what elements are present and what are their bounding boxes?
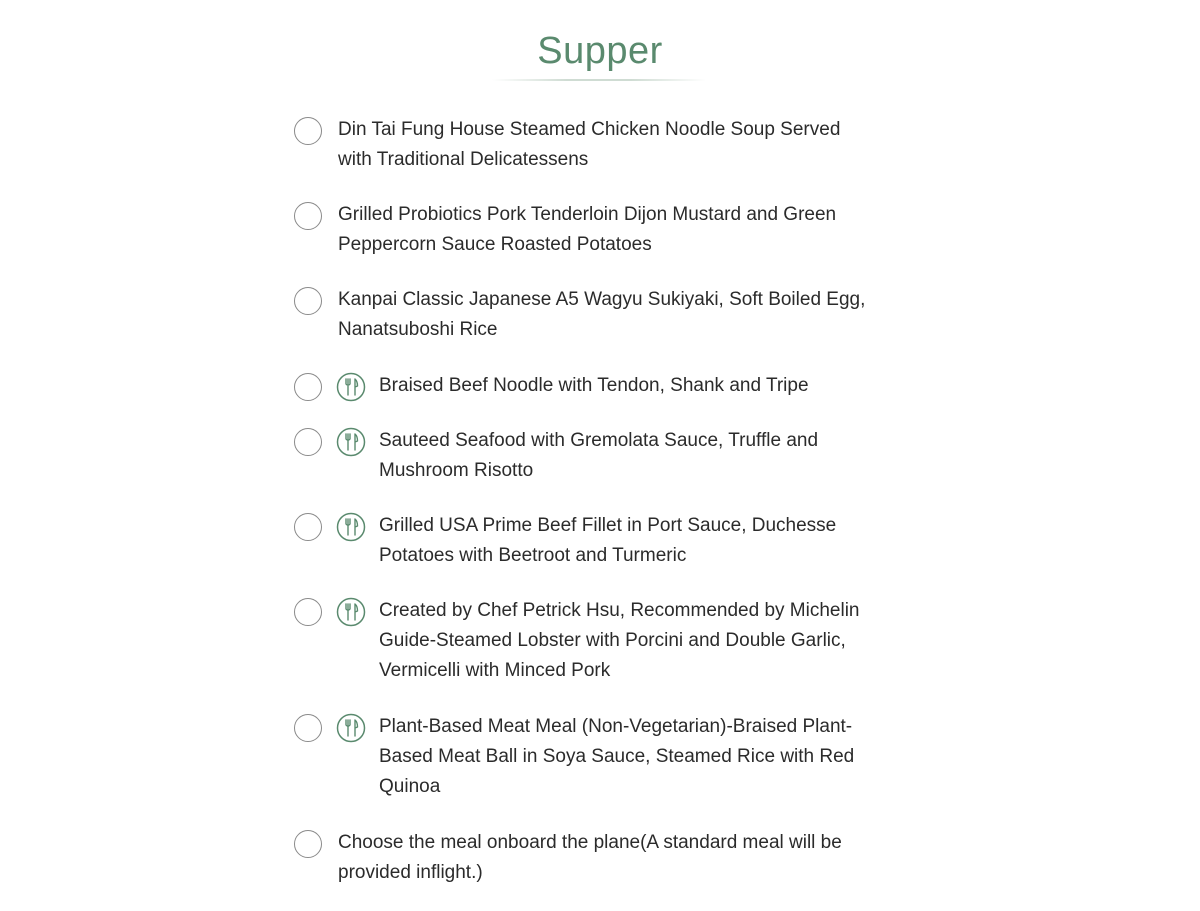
meal-option-label: Plant-Based Meat Meal (Non-Vegetarian)-Braised Plant-Based Meat Ball in Soya Sauce, Steamed Rice with Red Quinoa [379, 716, 855, 797]
meal-option-label: Created by Chef Petrick Hsu, Recommended by Michelin Guide-Steamed Lobster with Porcini and Double Garlic, Vermicelli with Minced Pork [379, 600, 860, 681]
meal-option-label: Braised Beef Noodle with Tendon, Shank and Tripe [379, 375, 809, 396]
fork-knife-icon [336, 597, 366, 627]
meal-option[interactable] [294, 598, 894, 686]
meal-option[interactable] [294, 117, 894, 175]
radio-button[interactable] [294, 373, 322, 401]
fork-knife-icon [336, 372, 366, 402]
radio-button[interactable] [294, 598, 322, 626]
meal-option[interactable] [294, 202, 894, 260]
fork-knife-icon [336, 427, 366, 457]
section-header [0, 28, 1200, 74]
fork-knife-icon [336, 512, 366, 542]
meal-option-label: Kanpai Classic Japanese A5 Wagyu Sukiyaki, Soft Boiled Egg, Nanatsuboshi Rice [338, 289, 866, 340]
meal-option-label: Grilled USA Prime Beef Fillet in Port Sauce, Duchesse Potatoes with Beetroot and Turmeric [379, 515, 837, 566]
meal-option-label: Din Tai Fung House Steamed Chicken Noodle Soup Served with Traditional Delicatessens [338, 119, 841, 170]
fork-knife-icon [336, 713, 366, 743]
meal-option[interactable] [294, 373, 894, 402]
meal-option-label: Choose the meal onboard the plane(A standard meal will be provided inflight.) [338, 832, 842, 883]
section-title: Supper [537, 30, 663, 72]
radio-button[interactable] [294, 202, 322, 230]
meal-option-label: Sauteed Seafood with Gremolata Sauce, Truffle and Mushroom Risotto [379, 430, 819, 481]
radio-button[interactable] [294, 287, 322, 315]
radio-button[interactable] [294, 117, 322, 145]
meal-option[interactable] [294, 830, 894, 888]
meal-option[interactable] [294, 287, 894, 345]
radio-button[interactable] [294, 513, 322, 541]
meal-option[interactable] [294, 714, 894, 802]
radio-button[interactable] [294, 714, 322, 742]
meal-option[interactable] [294, 513, 894, 571]
radio-button[interactable] [294, 830, 322, 858]
meal-option-label: Grilled Probiotics Pork Tenderloin Dijon Mustard and Green Peppercorn Sauce Roasted Potatoes [338, 204, 837, 255]
meal-option[interactable] [294, 428, 894, 486]
title-divider [492, 79, 706, 81]
radio-button[interactable] [294, 428, 322, 456]
